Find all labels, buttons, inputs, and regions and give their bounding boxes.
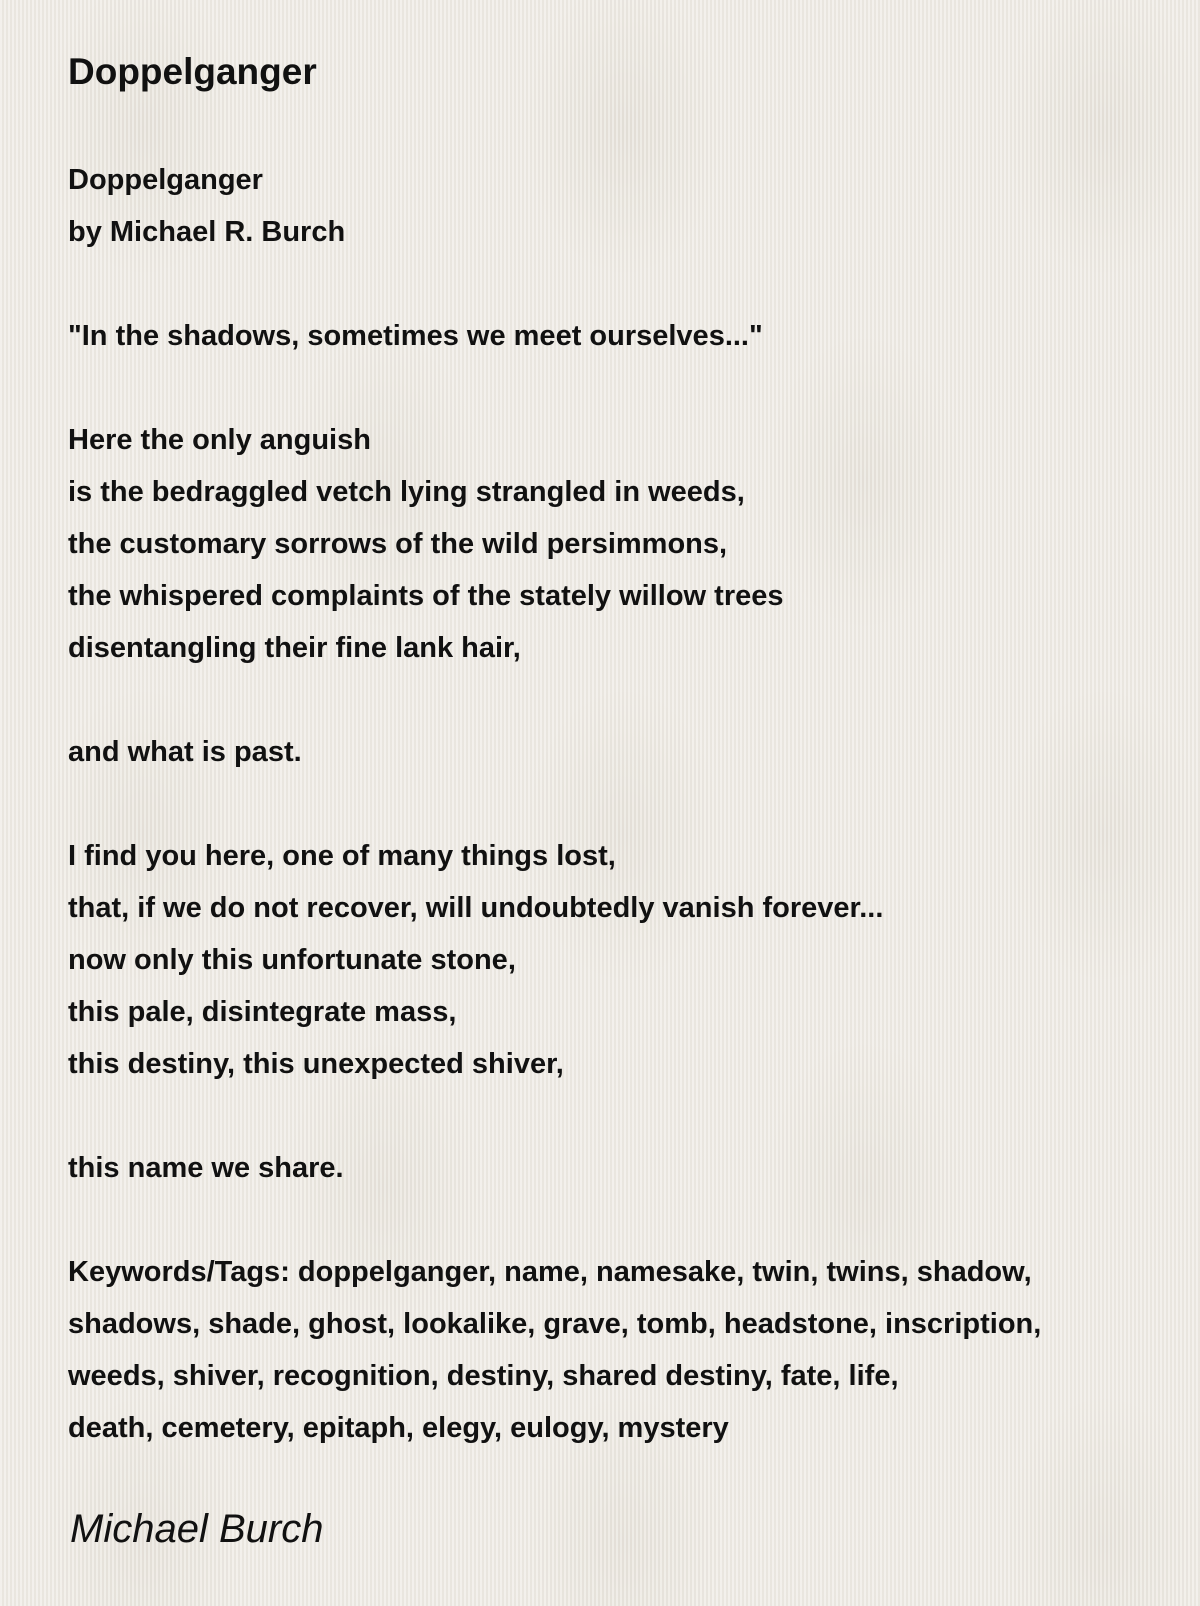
stanza-break bbox=[68, 1194, 1178, 1246]
stanza-break bbox=[68, 362, 1178, 414]
poem-line: this pale, disintegrate mass, bbox=[68, 996, 457, 1028]
poem-line: Here the only anguish bbox=[68, 424, 371, 456]
poem-line: the whispered complaints of the stately willow trees bbox=[68, 580, 784, 612]
poem-byline: by Michael R. Burch bbox=[68, 216, 346, 248]
poem-epigraph: "In the shadows, sometimes we meet ourselves..." bbox=[68, 320, 763, 352]
poem-body bbox=[68, 154, 1178, 1454]
poem-heading: Doppelganger bbox=[68, 164, 263, 196]
poem-line: now only this unfortunate stone, bbox=[68, 944, 516, 976]
poem-line: and what is past. bbox=[68, 736, 302, 768]
keywords-line: shadows, shade, ghost, lookalike, grave, tomb, headstone, inscription, bbox=[68, 1308, 1042, 1340]
keywords-line: death, cemetery, epitaph, elegy, eulogy, mystery bbox=[68, 1412, 729, 1444]
poem-line: is the bedraggled vetch lying strangled in weeds, bbox=[68, 476, 745, 508]
keywords-line: weeds, shiver, recognition, destiny, shared destiny, fate, life, bbox=[68, 1360, 899, 1392]
poem-line: this name we share. bbox=[68, 1152, 344, 1184]
poem-line: disentangling their fine lank hair, bbox=[68, 632, 521, 664]
poem-line: this destiny, this unexpected shiver, bbox=[68, 1048, 564, 1080]
keywords-line: Keywords/Tags: doppelganger, name, namesake, twin, twins, shadow, bbox=[68, 1256, 1032, 1288]
poem-line: the customary sorrows of the wild persimmons, bbox=[68, 528, 728, 560]
stanza-break bbox=[68, 778, 1178, 830]
author-signature: Michael Burch bbox=[70, 1507, 324, 1551]
page-title: Doppelganger bbox=[68, 51, 317, 92]
poem-line: I find you here, one of many things lost, bbox=[68, 840, 616, 872]
stanza-break bbox=[68, 1090, 1178, 1142]
stanza-break bbox=[68, 258, 1178, 310]
stanza-break bbox=[68, 674, 1178, 726]
poem-line: that, if we do not recover, will undoubtedly vanish forever... bbox=[68, 892, 884, 924]
poem-page bbox=[68, 50, 1178, 1454]
